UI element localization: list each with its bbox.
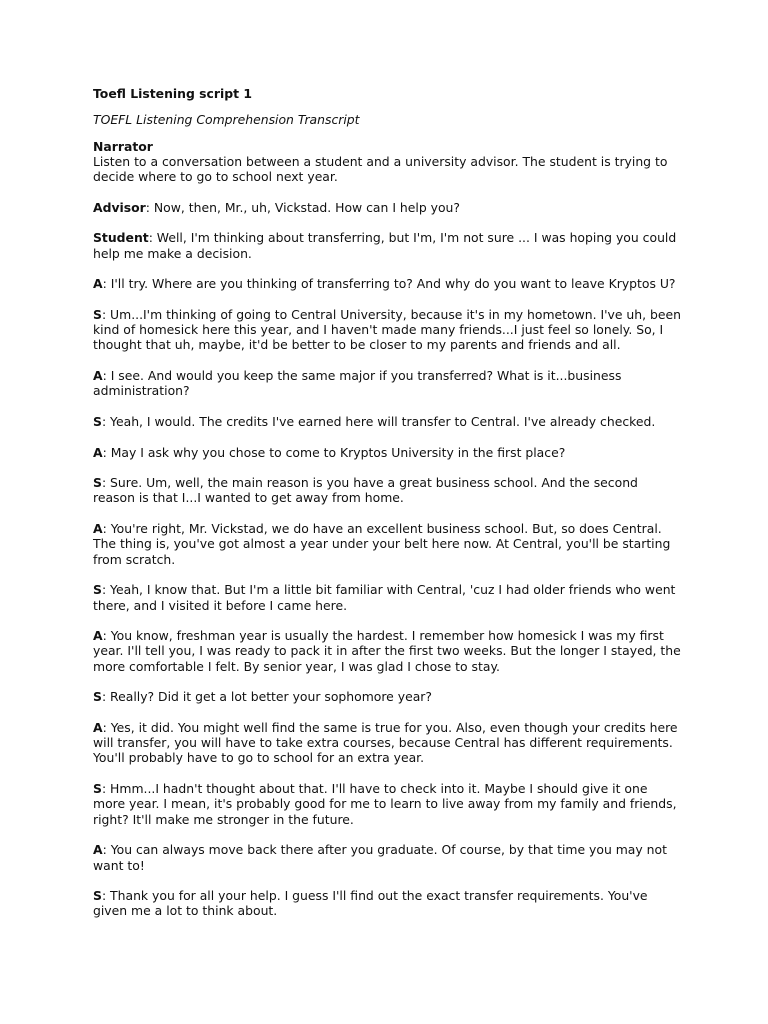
transcript-page [93, 86, 683, 934]
line-text: : Sure. Um, well, the main reason is you have a great business school. And the second reason is that I...I wanted to get away from home. [93, 475, 638, 506]
line-text: : You know, freshman year is usually the hardest. I remember how homesick I was my first year. I'll tell you, I was ready to pack it in after the first two weeks. But the longer I stayed, the more comfortable I felt. By senior year, I was glad I chose to stay. [93, 628, 681, 674]
dialogue-line [93, 582, 683, 613]
line-text: : You're right, Mr. Vickstad, we do have an excellent business school. But, so does Central. The thing is, you've got almost a year under your belt here now. At Central, you'll be starting from scratch. [93, 521, 671, 567]
document-subtitle: TOEFL Listening Comprehension Transcript [93, 112, 360, 128]
speaker-label: S [93, 413, 102, 429]
line-text: : May I ask why you chose to come to Kryptos University in the first place? [102, 444, 566, 460]
dialogue-line [93, 888, 683, 919]
line-text: : Hmm...I hadn't thought about that. I'll have to check into it. Maybe I should give it one more year. I mean, it's probably good for me to learn to live away from my family and friends, right? It'll make me stronger in the future. [93, 781, 677, 827]
dialogue [93, 200, 683, 919]
document-title: Toefl Listening script 1 [93, 86, 252, 101]
speaker-label: Student [93, 230, 149, 246]
line-text: : I'll try. Where are you thinking of transferring to? And why do you want to leave Kryptos U? [102, 276, 676, 292]
line-text: : You can always move back there after you graduate. Of course, by that time you may not want to! [93, 842, 667, 873]
dialogue-line [93, 842, 683, 873]
dialogue-line [93, 720, 683, 766]
dialogue-line [93, 276, 683, 291]
dialogue-line [93, 445, 683, 460]
speaker-label: S [93, 888, 102, 904]
dialogue-line [93, 230, 683, 261]
dialogue-line [93, 521, 683, 567]
dialogue-line [93, 475, 683, 506]
dialogue-line [93, 414, 683, 429]
line-text: : I see. And would you keep the same major if you transferred? What is it...business administration? [93, 368, 622, 399]
speaker-label: A [93, 842, 103, 858]
speaker-label: S [93, 475, 102, 491]
speaker-label: A [93, 368, 103, 384]
line-text: : Now, then, Mr., uh, Vickstad. How can I help you? [145, 199, 460, 215]
speaker-label: A [93, 521, 103, 537]
speaker-label: S [93, 689, 102, 705]
line-text: : Yeah, I would. The credits I've earned here will transfer to Central. I've already checked. [101, 413, 656, 429]
dialogue-line [93, 689, 683, 704]
dialogue-line [93, 368, 683, 399]
narrator-heading: Narrator [93, 138, 153, 154]
line-text: : Um...I'm thinking of going to Central University, because it's in my hometown. I've uh, been kind of homesick here this year, and I haven't made many friends...I just feel so lonely. So, I thought that uh, maybe, it'd be better to be closer to my parents and friends and all. [93, 306, 681, 353]
speaker-label: A [93, 719, 103, 735]
line-text: : Yes, it did. You might well find the same is true for you. Also, even though your credits here will transfer, you will have to take extra courses, because Central has different requirements. You'll probably have to go to school for an extra year. [93, 719, 678, 766]
dialogue-line [93, 307, 683, 353]
line-text: : Yeah, I know that. But I'm a little bit familiar with Central, 'cuz I had older friends who went there, and I visited it before I came here. [93, 582, 676, 613]
speaker-label: S [93, 582, 102, 598]
speaker-label: S [93, 781, 102, 797]
speaker-label: A [93, 628, 103, 644]
line-text: : Really? Did it get a lot better your sophomore year? [101, 689, 432, 705]
line-text: : Thank you for all your help. I guess I'll find out the exact transfer requirements. You've given me a lot to think about. [93, 888, 648, 919]
dialogue-line [93, 200, 683, 215]
dialogue-line [93, 628, 683, 674]
narrator-paragraph: Listen to a conversation between a student and a university advisor. The student is trying to decide where to go to school next year. [93, 153, 668, 185]
dialogue-line [93, 781, 683, 827]
speaker-label: A [93, 444, 103, 460]
line-text: : Well, I'm thinking about transferring, but I'm, I'm not sure ... I was hoping you could help me make a decision. [93, 230, 677, 261]
speaker-label: A [93, 276, 103, 292]
speaker-label: S [93, 306, 102, 322]
speaker-label: Advisor [93, 199, 146, 215]
